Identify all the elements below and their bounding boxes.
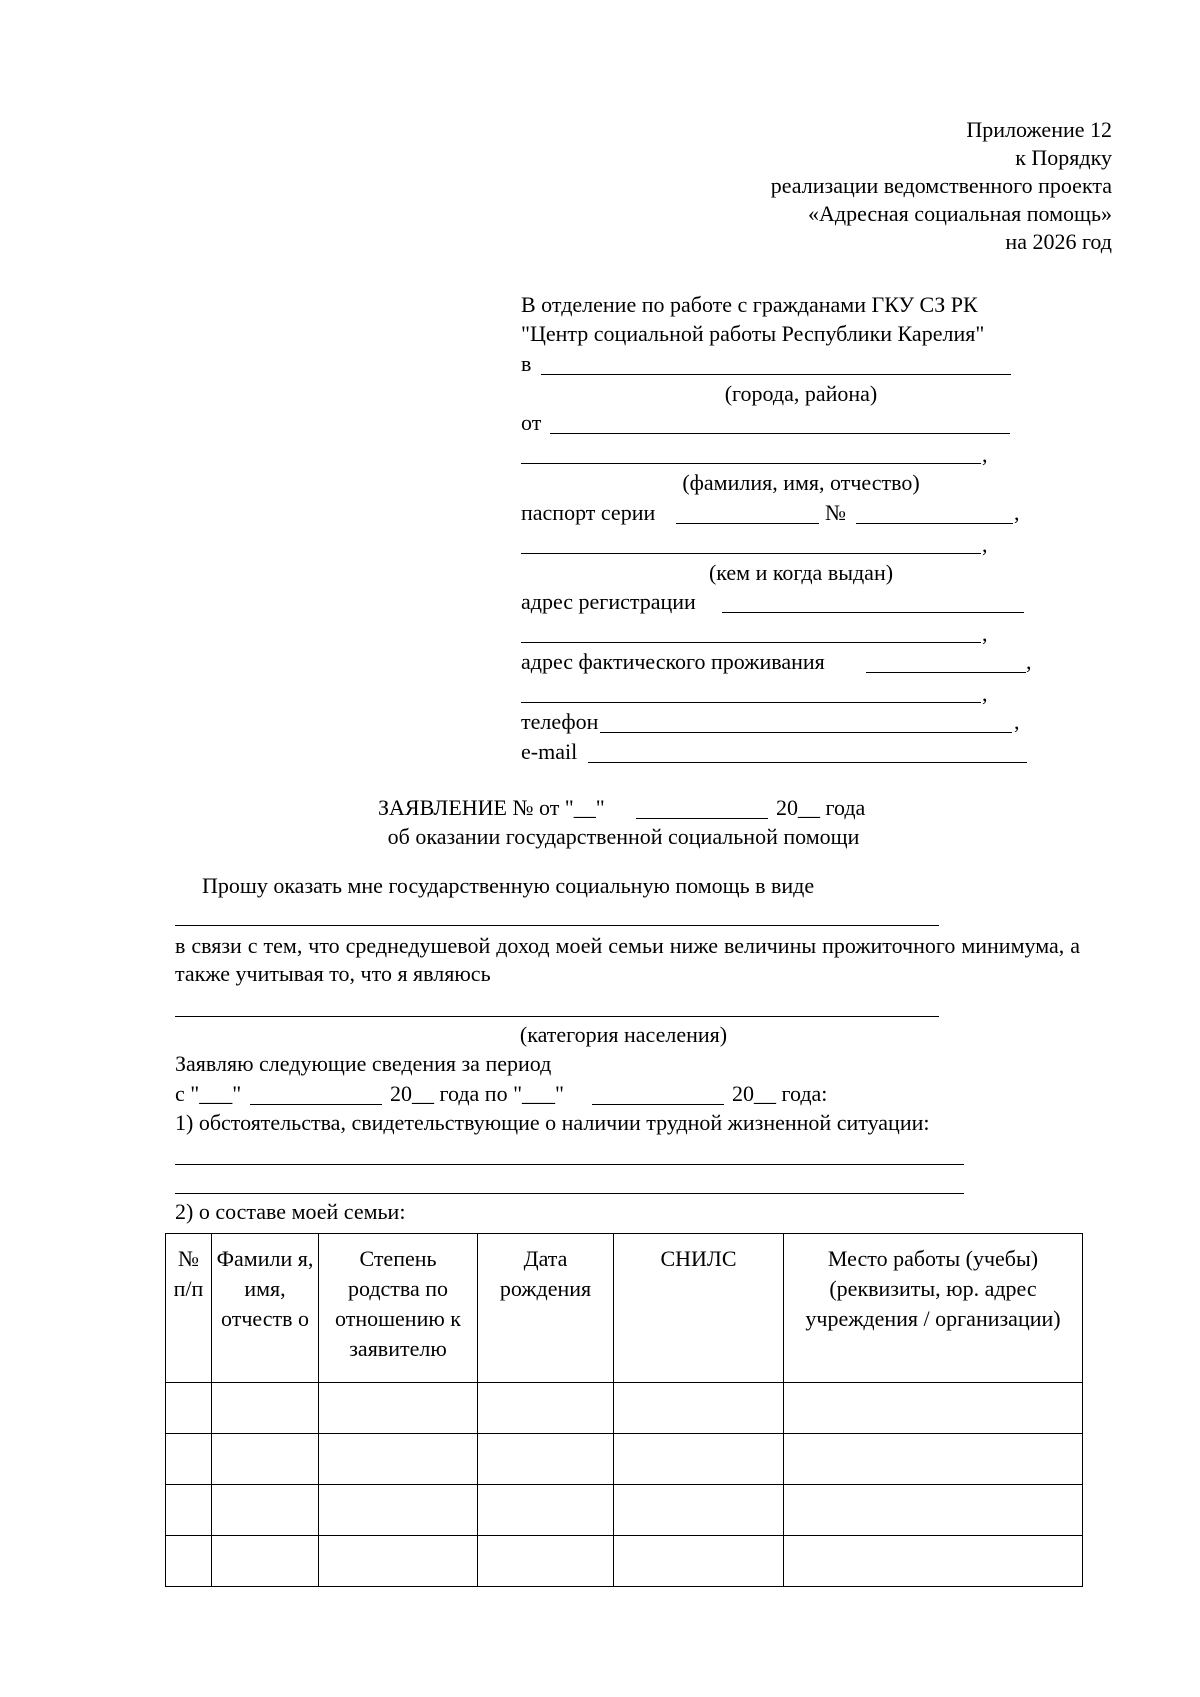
comma: , <box>982 532 988 557</box>
period-from-month-field[interactable] <box>250 1104 382 1105</box>
passport-issued-field[interactable] <box>521 553 981 554</box>
header-relationship: Степень родства по отношению к заявителю <box>319 1234 478 1383</box>
reg-address-field-1[interactable] <box>722 612 1024 613</box>
passport-series-label: паспорт серии <box>521 500 656 525</box>
table-cell[interactable] <box>478 1536 614 1587</box>
header-snils: СНИЛС <box>614 1234 784 1383</box>
email-label: e-mail <box>521 739 578 764</box>
actual-address-label: адрес фактического проживания <box>521 649 825 674</box>
period-to-month-field[interactable] <box>592 1104 724 1105</box>
passport-number-sign: № <box>825 500 846 525</box>
table-cell[interactable] <box>784 1383 1083 1434</box>
addressee-department: В отделение по работе с гражданами ГКУ СЗ РК <box>521 292 978 317</box>
appendix-to-order: к Порядку <box>1015 145 1112 170</box>
period-from-day: с "___" <box>175 1081 242 1106</box>
table-cell[interactable] <box>614 1383 784 1434</box>
item2-family: 2) о составе моей семьи: <box>175 1199 406 1224</box>
reg-address-field-2[interactable] <box>521 642 981 643</box>
period-end: 20__ года: <box>732 1081 828 1106</box>
application-date-month-field[interactable] <box>636 818 768 819</box>
comma: , <box>982 681 988 706</box>
appendix-number: Приложение 12 <box>966 117 1112 142</box>
table-cell[interactable] <box>478 1485 614 1536</box>
table-cell[interactable] <box>614 1485 784 1536</box>
comma: , <box>1014 709 1020 734</box>
city-hint: (города, района) <box>724 381 878 406</box>
family-table <box>165 1233 1083 1587</box>
table-cell[interactable] <box>478 1434 614 1485</box>
actual-address-field-1[interactable] <box>866 672 1026 673</box>
header-number: № п/п <box>166 1234 212 1383</box>
table-row <box>166 1485 1083 1536</box>
header-workplace: Место работы (учебы) (реквизиты, юр. адрес учреждения / организации) <box>784 1234 1083 1383</box>
appendix-project-name: «Адресная социальная помощь» <box>807 201 1112 226</box>
period-intro: Заявляю следующие сведения за период <box>175 1051 552 1076</box>
actual-address-field-2[interactable] <box>521 702 981 703</box>
circumstances-field-2[interactable] <box>175 1193 964 1194</box>
city-field[interactable] <box>541 374 1011 375</box>
request-text: Прошу оказать мне государственную социальную помощь в виде <box>202 873 815 898</box>
issued-hint: (кем и когда выдан) <box>708 560 894 585</box>
name-hint: (фамилия, имя, отчество) <box>682 470 920 495</box>
table-cell[interactable] <box>166 1434 212 1485</box>
table-cell[interactable] <box>166 1485 212 1536</box>
comma: , <box>982 442 988 467</box>
table-cell[interactable] <box>212 1434 319 1485</box>
appendix-project: реализации ведомственного проекта <box>770 173 1112 198</box>
reg-address-label: адрес регистрации <box>521 589 696 614</box>
table-cell[interactable] <box>166 1383 212 1434</box>
addressee-center: "Центр социальной работы Республики Карелия" <box>521 321 985 346</box>
from-name-field-1[interactable] <box>550 433 1010 434</box>
table-header-row <box>166 1234 1083 1383</box>
email-field[interactable] <box>588 762 1027 763</box>
appendix-year: на 2026 год <box>1005 229 1112 254</box>
table-cell[interactable] <box>212 1485 319 1536</box>
header-birth-date: Дата рождения <box>478 1234 614 1383</box>
application-subtitle: об оказании государственной социальной помощи <box>387 824 860 849</box>
category-field[interactable] <box>175 1016 939 1017</box>
table-cell[interactable] <box>614 1434 784 1485</box>
period-to-day: 20__ года по "___" <box>390 1081 565 1106</box>
table-cell[interactable] <box>319 1434 478 1485</box>
phone-field[interactable] <box>600 732 1012 733</box>
item1-circumstances: 1) обстоятельства, свидетельствующие о наличии трудной жизненной ситуации: <box>175 1110 930 1135</box>
table-cell[interactable] <box>166 1536 212 1587</box>
in-label: в <box>521 351 532 376</box>
passport-series-field[interactable] <box>676 523 819 524</box>
table-cell[interactable] <box>614 1536 784 1587</box>
comma: , <box>1014 500 1020 525</box>
table-cell[interactable] <box>478 1383 614 1434</box>
comma: , <box>982 621 988 646</box>
assistance-type-field[interactable] <box>175 925 939 926</box>
table-row <box>166 1383 1083 1434</box>
from-name-field-2[interactable] <box>521 463 981 464</box>
table-cell[interactable] <box>319 1485 478 1536</box>
table-cell[interactable] <box>319 1536 478 1587</box>
application-title-year: 20__ года <box>776 795 866 820</box>
table-cell[interactable] <box>212 1383 319 1434</box>
application-title-start: ЗАЯВЛЕНИЕ № от "__" <box>378 795 605 820</box>
from-label: от <box>521 410 542 435</box>
comma: , <box>1026 649 1032 674</box>
table-cell[interactable] <box>784 1485 1083 1536</box>
phone-label: телефон <box>521 709 599 734</box>
reason-text: в связи с тем, что среднедушевой доход моей семьи ниже величины прожиточного минимума, а также учитывая то, что я являюсь <box>175 933 1080 986</box>
table-cell[interactable] <box>212 1536 319 1587</box>
table-row <box>166 1536 1083 1587</box>
header-full-name: Фамили я, имя, отчеств о <box>212 1234 319 1383</box>
table-row <box>166 1434 1083 1485</box>
category-hint: (категория населения) <box>519 1022 728 1047</box>
passport-number-field[interactable] <box>856 523 1013 524</box>
table-cell[interactable] <box>784 1434 1083 1485</box>
table-cell[interactable] <box>319 1383 478 1434</box>
table-cell[interactable] <box>784 1536 1083 1587</box>
circumstances-field-1[interactable] <box>175 1164 964 1165</box>
